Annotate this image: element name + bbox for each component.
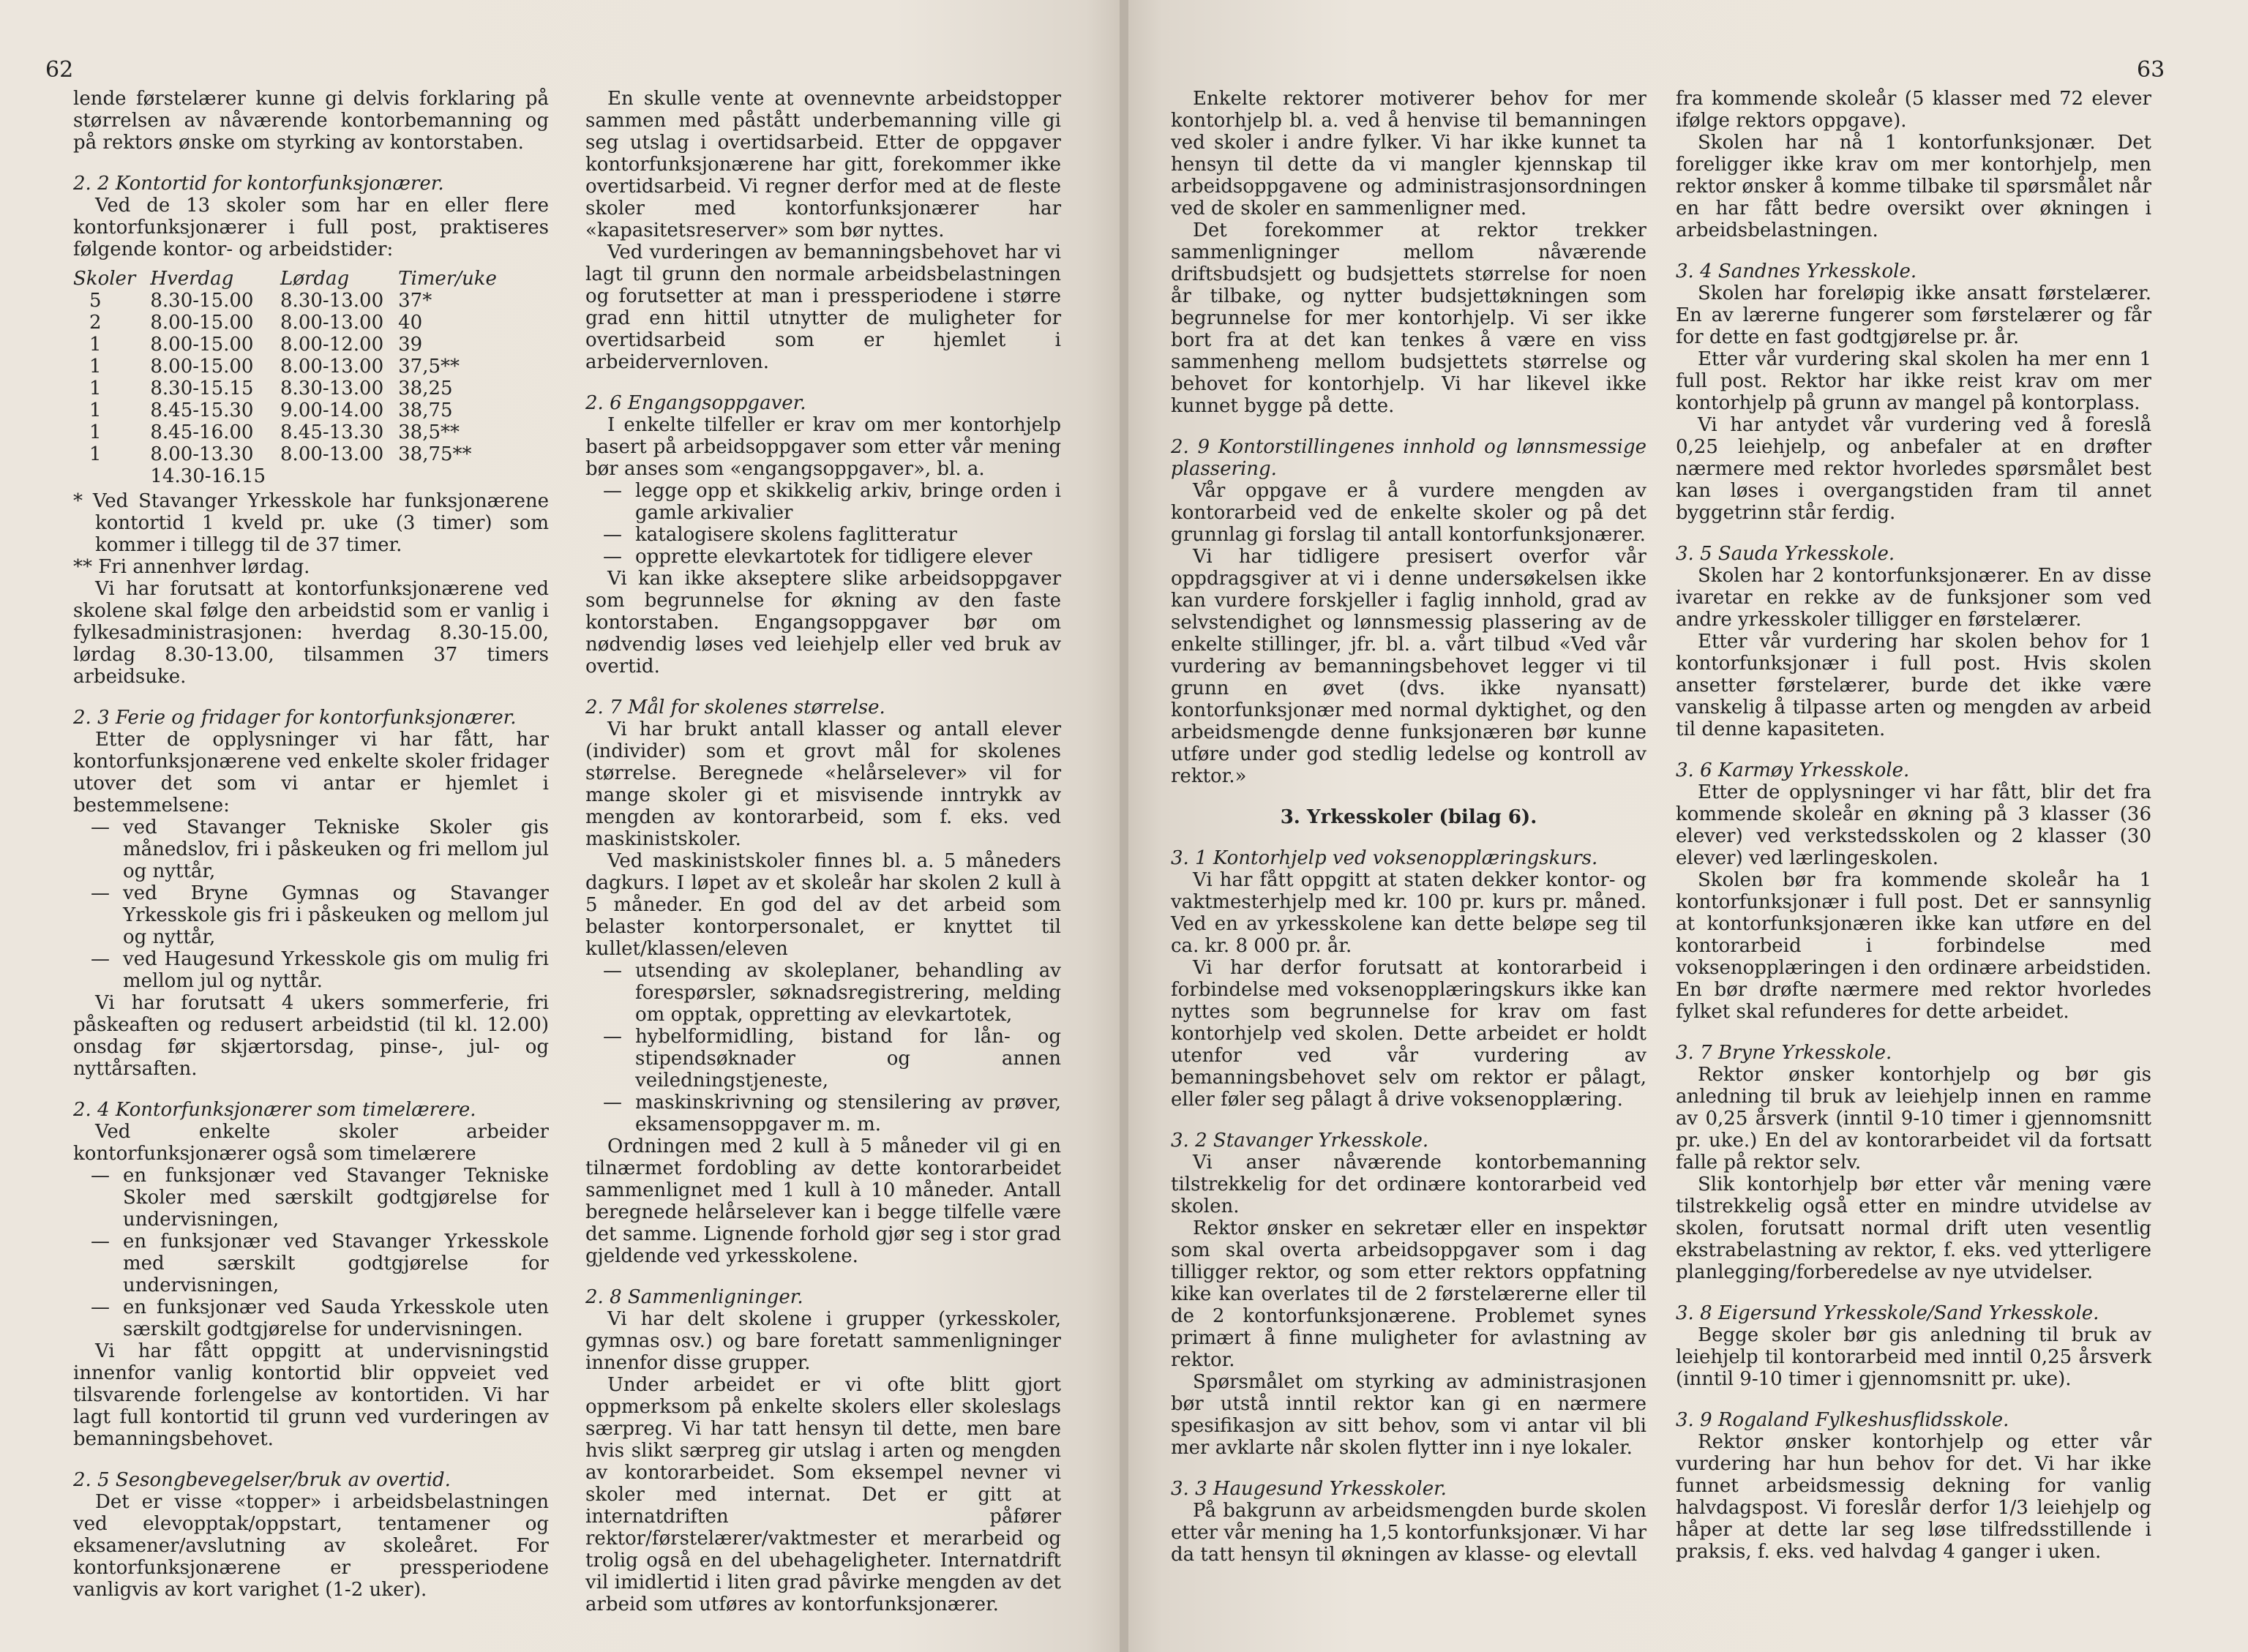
table-row [73,465,512,487]
section-heading: 3. 3 Haugesund Yrkesskoler. [1171,1478,1447,1500]
section-heading: 2. 7 Mål for skolenes størrelse. [585,697,885,718]
paragraph: Skolen har nå 1 kontorfunksjonær. Det foreligger ikke krav om mer kontorhjelp, men rektor ønsker å komme tilbake til spørsmålet når en har fått bedre oversikt over økningen i arbeidsbelastningen. [1676,132,2151,241]
paragraph: Vi har forutsatt at kontorfunksjonærene ved skolene skal følge den arbeidstid som er vanlig i fylkesadministrasjonen: hverdag 8.30-15.00, lørdag 8.30-13.00, tilsammen 37 timers arbeidsuke. [73,578,549,688]
column-4 [1676,88,2151,1563]
paragraph: Under arbeidet er vi ofte blitt gjort oppmerksom på enkelte skolers eller skoleslags særpreg. Vi har tatt hensyn til dette, men bare hvis slikt særpreg gir utslag i arten og mengden av kontorarbeidet. Som eksempel nevner vi skoler med internat. Det er gitt at internatdriften påfører rektor/førstelærer/vaktmester et merarbeid og trolig også en del ubehageligheter. Internatdrift vil imidlertid i liten grad påvirke mengden av det arbeid som utføres av kontorfunksjonærer. [585,1374,1061,1615]
table-header: Timer/uke [398,268,497,290]
table-cell: 8.00-13.00 [280,312,384,334]
table-cell: 8.00-12.00 [280,334,384,356]
table-row [73,312,512,334]
list [73,1165,549,1340]
paragraph: Spørsmålet om styrking av administrasjonen bør utstå inntil rektor kan gi en nærmere spesifikasjon av sitt behov, som vi antar vil bli mer avklarte når skolen flytter inn i nye lokaler. [1171,1371,1646,1459]
paragraph: Rektor ønsker kontorhjelp og bør gis anledning til bruk av leiehjelp innen en ramme av 0,25 årsverk (inntil 9-10 timer i gjennomsnitt pr. uke.) En del av kontorarbeidet vil da fortsatt falle på rektor selv. [1676,1064,2151,1174]
table-cell: 8.30-15.15 [150,378,254,399]
table-cell: 14.30-16.15 [150,465,266,487]
paragraph: Vi har delt skolene i grupper (yrkesskoler, gymnas osv.) og bare foretatt sammenligninger innenfor disse grupper. [585,1308,1061,1374]
list-item: — hybelformidling, bistand for lån- og stipendsøknader og annen veiledningstjeneste, [635,1026,1061,1092]
table-cell: 8.00-15.00 [150,356,254,378]
paragraph: Vi anser nåværende kontorbemanning tilstrekkelig for det ordinære kontorarbeid ved skolen. [1171,1152,1646,1217]
section-heading: 3. 8 Eigersund Yrkesskole/Sand Yrkesskole. [1676,1302,2099,1324]
paragraph: fra kommende skoleår (5 klasser med 72 elever ifølge rektors oppgave). [1676,88,2151,132]
paragraph: Det forekommer at rektor trekker sammenligninger mellom nåværende driftsbudsjett og budsjettets størrelse for noen år tilbake, og nytter budsjettøkningen som begrunnelse for mer kontorhjelp. Vi ser ikke bort fra at det kan tenkes å være en viss sammenheng mellom budsjettets størrelse og behovet for kontorhjelp. Vi har likevel ikke kunnet bygge på dette. [1171,219,1646,417]
section-heading: 3. 4 Sandnes Yrkesskole. [1676,260,1917,282]
left-page [0,0,1120,1652]
paragraph: Etter de opplysninger vi har fått, har kontorfunksjonærene ved enkelte skoler fridager utover det som vi antar er hjemlet i bestemmelsene: [73,729,549,816]
section-heading: 3. 7 Bryne Yrkesskole. [1676,1042,1892,1064]
table-row [73,399,512,421]
table-header: Hverdag [150,268,234,290]
paragraph: Enkelte rektorer motiverer behov for mer kontorhjelp bl. a. ved å henvise til bemanningen ved skoler i andre fylker. Vi har ikke kunnet ta hensyn til dette da vi mangler kjennskap til arbeidsoppgavene og administrasjonsordningen ved de skoler en sammenligner med. [1171,88,1646,219]
paragraph: En skulle vente at ovennevnte arbeidstopper sammen med påstått underbemanning ville gi seg utslag i overtidsarbeid. Etter de oppgaver kontorfunksjonærene har gitt, forekommer ikke overtidsarbeid. Vi regner derfor med at de fleste skoler med kontorfunksjonærer har «kapasitetsreserver» som bør nyttes. [585,88,1061,241]
table-cell: 5 [89,290,102,312]
table-cell: 1 [89,356,102,378]
table-row [73,443,512,465]
paragraph: Skolen har foreløpig ikke ansatt førstelærer. En av lærerne fungerer som førstelærer og får for dette en fast godtgjørelse pr. år. [1676,282,2151,348]
table-cell: 38,25 [398,378,453,399]
chapter-heading: 3. Yrkesskoler (bilag 6). [1280,806,1537,828]
paragraph: Etter vår vurdering skal skolen ha mer enn 1 full post. Rektor har ikke reist krav om mer kontorhjelp på grunn av mangel på kontorplass. [1676,348,2151,414]
table-cell: 8.00-13.00 [280,443,384,465]
right-page [1128,0,2248,1652]
table-cell: 8.45-15.30 [150,399,254,421]
paragraph: Vi har forutsatt 4 ukers sommerferie, fri påskeaften og redusert arbeidstid (til kl. 12.00) onsdag før skjærtorsdag, pinse-, jul- og nyttårsaften. [73,992,549,1080]
table-cell: 8.00-15.00 [150,312,254,334]
table-cell: 38,75** [398,443,472,465]
paragraph: Vi kan ikke akseptere slike arbeidsoppgaver som begrunnelse for økning av den faste kontorstaben. Engangsoppgaver bør om nødvendig løses ved leiehjelp eller ved bruk av overtid. [585,568,1061,677]
paragraph: Vi har brukt antall klasser og antall elever (individer) som et grovt mål for skolenes størrelse. Beregnede «helårselever» vil for mange skoler gi et misvisende inntrykk av mengden av kontorarbeid, som f. eks. ved maskinistskoler. [585,718,1061,850]
paragraph: Det er visse «topper» i arbeidsbelastningen ved elevopptak/oppstart, tentamener og eksamener/avslutning av skoleåret. For kontorfunksjonærene er pressperiodene vanligvis av kort varighet (1-2 uker). [73,1491,549,1601]
table-cell: 39 [398,334,423,356]
section-heading: 2. 2 Kontortid for kontorfunksjonærer. [73,173,444,195]
table-cell: 8.00-13.00 [280,356,384,378]
schedule-table [73,268,512,487]
paragraph: Etter de opplysninger vi har fått, blir det fra kommende skoleår en økning på 3 klasser (36 elever) ved verkstedsskolen og 2 klasser (30 elever) ved lærlingeskolen. [1676,781,2151,869]
paragraph: Vi har fått oppgitt at staten dekker kontor- og vaktmesterhjelp med kr. 100 pr. kurs pr. måned. Ved en av yrkesskolene kan dette beløpe seg til ca. kr. 8 000 pr. år. [1171,869,1646,957]
paragraph: Ved vurderingen av bemanningsbehovet har vi lagt til grunn den normale arbeidsbelastningen og forutsetter at man i pressperiodene i større grad enn hittil utnytter de muligheter for overtidsarbeid som er hjemlet i arbeidervernloven. [585,241,1061,373]
section-heading: 3. 2 Stavanger Yrkesskole. [1171,1130,1429,1152]
list [585,960,1061,1135]
paragraph: Skolen har 2 kontorfunksjonærer. En av disse ivaretar en rekke av de funksjoner som ved andre yrkesskoler tilligger en førstelærer. [1676,565,2151,631]
table-cell: 37,5** [398,356,460,378]
paragraph: I enkelte tilfeller er krav om mer kontorhjelp basert på arbeidsoppgaver som etter vår mening bør anses som «engangsoppgaver», bl. a. [585,414,1061,480]
paragraph: Ordningen med 2 kull à 5 måneder vil gi en tilnærmet fordobling av dette kontorarbeidet sammenlignet med 1 kull à 10 måneder. Antall beregnede helårselever kan i begge tilfelle være det samme. Lignende forhold gjør seg i stor grad gjeldende ved yrkesskolene. [585,1135,1061,1267]
list-item: — ved Bryne Gymnas og Stavanger Yrkesskole gis fri i påskeuken og mellom jul og nyttår, [123,882,549,948]
list-item: — legge opp et skikkelig arkiv, bringe orden i gamle arkivalier [635,480,1061,524]
list-item: — en funksjonær ved Stavanger Yrkesskole med særskilt godtgjørelse for undervisningen, [123,1231,549,1296]
paragraph: Vi har derfor forutsatt at kontorarbeid i forbindelse med voksenopplæringskurs ikke kan nyttes som begrunnelse for krav om fast kontorhjelp ved skolen. Dette arbeidet er holdt utenfor ved vår vurdering av bemanningsbehovet selv om rektor er pålagt, eller føler seg pålagt å drive voksenopplæring. [1171,957,1646,1111]
paragraph: Etter vår vurdering har skolen behov for 1 kontorfunksjonær i full post. Hvis skolen ansetter førstelærer, burde det ikke være vanskelig å tilpasse arten og mengden av arbeid til denne kapasiteten. [1676,631,2151,740]
table-cell: 38,75 [398,399,453,421]
table-cell: 8.30-15.00 [150,290,254,312]
book-gutter [1120,0,1128,1652]
section-heading: 2. 3 Ferie og fridager for kontorfunksjonærer. [73,707,517,729]
list-item: — utsending av skoleplaner, behandling av forespørsler, søknadsregistrering, melding om opptak, oppretting av elevkartotek, [635,960,1061,1026]
list-item: — ved Haugesund Yrkesskole gis om mulig fri mellom jul og nyttår. [123,948,549,992]
table-cell [280,465,398,487]
table-cell: 8.00-13.30 [150,443,254,465]
page-number-left: 62 [45,57,74,83]
paragraph: Vi har fått oppgitt at undervisningstid innenfor vanlig kontortid blir oppveiet ved tilsvarende forlengelse av kontortiden. Vi har lagt full kontortid til grunn ved vurderingen av bemanningsbehovet. [73,1340,549,1450]
column-3 [1171,88,1646,1566]
paragraph: Rektor ønsker kontorhjelp og etter vår vurdering har hun behov for det. Vi har ikke funnet arbeidsmessig dekning for vanlig halvdagspost. Vi foreslår derfor 1/3 leiehjelp og håper at dette lar seg løse tilfredsstillende i praksis, f. eks. ved halvdag 4 ganger i uken. [1676,1431,2151,1563]
list-item: — maskinskrivning og stensilering av prøver, eksamensoppgaver m. m. [635,1092,1061,1135]
table-row [73,290,512,312]
list-item: — en funksjonær ved Sauda Yrkesskole uten særskilt godtgjørelse for undervisningen. [123,1296,549,1340]
table-row [73,356,512,378]
list [585,480,1061,568]
table-cell: 8.45-16.00 [150,421,254,443]
section-heading: 3. 1 Kontorhjelp ved voksenopplæringskurs. [1171,847,1598,869]
list [73,816,549,992]
paragraph: Vi har antydet vår vurdering ved å foreslå 0,25 leiehjelp, og anbefaler at en drøfter nærmere med rektor hvorledes spørsmålet best kan løses i overgangstiden fram til annet byggetrinn står ferdig. [1676,414,2151,524]
page-number-right: 63 [2137,57,2165,83]
table-row [73,421,512,443]
paragraph: Ved enkelte skoler arbeider kontorfunksjonærer også som timelærere [73,1121,549,1165]
table-cell: 9.00-14.00 [280,399,384,421]
list-item: — katalogisere skolens faglitteratur [635,524,1061,546]
paragraph: På bakgrunn av arbeidsmengden burde skolen etter vår mening ha 1,5 kontorfunksjonær. Vi har da tatt hensyn til økningen av klasse- og elevtall [1171,1500,1646,1566]
table-cell: 38,5** [398,421,460,443]
section-heading: 2. 4 Kontorfunksjonærer som timelærere. [73,1099,476,1121]
paragraph: Skolen bør fra kommende skoleår ha 1 kontorfunksjonær i full post. Det er sannsynlig at kontorfunksjonæren ikke kan utføre en del kontorarbeid i forbindelse med voksenopplæringen i den ordinære arbeidstiden. En bør drøfte nærmere med rektor hvorledes fylket skal refunderes for dette arbeidet. [1676,869,2151,1023]
table-cell: 37* [398,290,432,312]
paragraph: Vår oppgave er å vurdere mengden av kontorarbeid ved de enkelte skoler og på det grunnlag gi forslag til antall kontorfunksjonærer. [1171,480,1646,546]
table-header: Lørdag [280,268,350,290]
column-2 [585,88,1061,1615]
list-item: — opprette elevkartotek for tidligere elever [635,546,1061,568]
table-cell: 8.00-15.00 [150,334,254,356]
section-heading: 2. 9 Kontorstillingenes innhold og lønnsmessige plassering. [1171,436,1646,480]
table-cell: 8.30-13.00 [280,290,384,312]
column-1 [73,88,549,1601]
table-row [73,334,512,356]
list-item: — en funksjonær ved Stavanger Tekniske Skoler med særskilt godtgjørelse for undervisningen, [123,1165,549,1231]
table-row [73,378,512,399]
table-cell: 40 [398,312,423,334]
paragraph: Begge skoler bør gis anledning til bruk av leiehjelp til kontorarbeid med inntil 0,25 årsverk (inntil 9-10 timer i gjennomsnitt pr. uke). [1676,1324,2151,1390]
paragraph: Slik kontorhjelp bør etter vår mening være tilstrekkelig også etter en mindre utvidelse av skolen, forutsatt normal drift uten vesentlig ekstrabelastning av rektor, f. eks. ved ytterligere planlegging/forberedelse av nye utvidelser. [1676,1174,2151,1283]
footnote: * Ved Stavanger Yrkesskole har funksjonærene kontortid 1 kveld pr. uke (3 timer) som kommer i tillegg til de 37 timer. [73,490,549,556]
table-cell: 1 [89,421,102,443]
section-heading: 3. 6 Karmøy Yrkesskole. [1676,759,1910,781]
table-cell [73,465,150,487]
paragraph: Rektor ønsker en sekretær eller en inspektør som skal overta arbeidsoppgaver som i dag tilligger rektor, og som etter rektors oppfatning kike kan overlates til de 2 førstelærerne eller til de 2 kontorfunksjonærene. Problemet synes primært å finne muligheter for avlastning av rektor. [1171,1217,1646,1371]
list-item: — ved Stavanger Tekniske Skoler gis månedslov, fri i påskeuken og fri mellom jul og nyttår, [123,816,549,882]
paragraph: lende førstelærer kunne gi delvis forklaring på størrelsen av nåværende kontorbemanning og på rektors ønske om styrking av kontorstaben. [73,88,549,154]
table-cell: 1 [89,378,102,399]
section-heading: 2. 5 Sesongbevegelser/bruk av overtid. [73,1469,451,1491]
table-cell: 1 [89,334,102,356]
section-heading: 3. 9 Rogaland Fylkeshusflidsskole. [1676,1409,2009,1431]
section-heading: 2. 8 Sammenligninger. [585,1286,803,1308]
section-heading: 2. 6 Engangsoppgaver. [585,392,806,414]
table-cell [398,465,512,487]
table-cell: 1 [89,443,102,465]
table-header-row [73,268,512,290]
paragraph: Vi har tidligere presisert overfor vår oppdragsgiver at vi i denne undersøkelsen ikke kan vurdere forskjeller i faglig innhold, grad av selvstendighet og lønnsmessig plassering av de enkelte stillinger, jfr. bl. a. vårt tilbud «Ved vår vurdering av bemanningsbehovet legger vi til grunn en øvet (dvs. ikke nyansatt) kontorfunksjonær med normal dyktighet, og den arbeidsmengde denne funksjonæren bør kunne utføre under god stedlig ledelse og kontroll av rektor.» [1171,546,1646,787]
table-header: Skoler [73,268,136,290]
footnote: ** Fri annenhver lørdag. [73,556,310,578]
paragraph: Ved de 13 skoler som har en eller flere kontorfunksjonærer i full post, praktiseres følgende kontor- og arbeidstider: [73,195,549,260]
table-cell: 8.45-13.30 [280,421,384,443]
paragraph: Ved maskinistskoler finnes bl. a. 5 måneders dagkurs. I løpet av et skoleår har skolen 2 kull à 5 måneder. En god del av det arbeid som belaster kontorpersonalet, er knyttet til kullet/klassen/eleven [585,850,1061,960]
section-heading: 3. 5 Sauda Yrkesskole. [1676,543,1895,565]
table-cell: 2 [89,312,102,334]
table-cell: 8.30-13.00 [280,378,384,399]
table-cell: 1 [89,399,102,421]
